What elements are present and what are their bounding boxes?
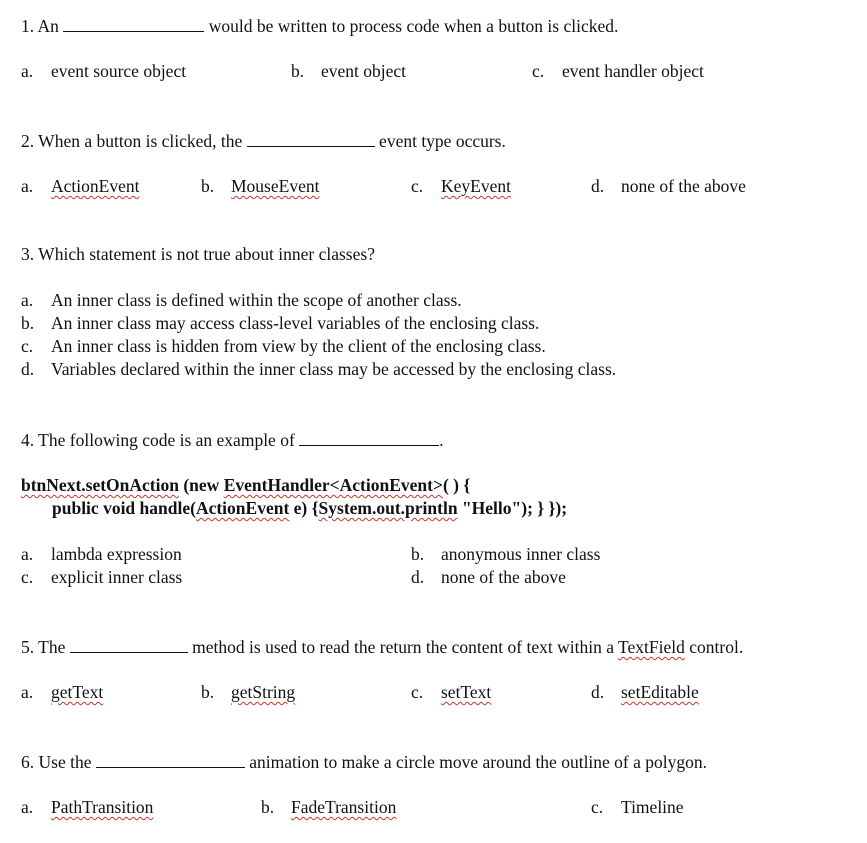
q5-option-c: c. setText xyxy=(411,682,492,702)
q1-option-b: b. event object xyxy=(291,61,407,81)
q6-option-c: c. Timeline xyxy=(591,797,684,817)
q3-option-d: d. Variables declared within the inner class may be accessed by the enclosing class. xyxy=(21,359,617,379)
q3-option-b: b. An inner class may access class-level variables of the enclosing class. xyxy=(21,313,540,333)
q5-stem xyxy=(21,636,743,657)
q6-suffix: animation to make a circle move around the outline of a polygon. xyxy=(249,752,708,772)
q2-suffix: event type occurs. xyxy=(379,131,506,151)
q2-option-b: b. MouseEvent xyxy=(201,176,320,196)
q4-option-b: b. anonymous inner class xyxy=(411,544,601,564)
q6-prefix: 6. Use the xyxy=(21,752,92,772)
q5-option-d: d. setEditable xyxy=(591,682,699,702)
q1-option-a: a. event source object xyxy=(21,61,187,81)
q2-blank xyxy=(247,130,375,147)
q1-prefix: 1. An xyxy=(21,16,59,36)
q6-stem xyxy=(21,751,707,772)
q1-blank xyxy=(63,15,204,32)
q4-option-d: d. none of the above xyxy=(411,567,566,587)
q5-option-b: b. getString xyxy=(201,682,296,702)
q3-option-c: c. An inner class is hidden from view by the client of the enclosing class. xyxy=(21,336,546,356)
q2-prefix: 2. When a button is clicked, the xyxy=(21,131,243,151)
q4-blank xyxy=(299,429,439,446)
q2-option-d: d. none of the above xyxy=(591,176,746,196)
q4-suffix: . xyxy=(439,430,444,450)
q6-option-b: b. FadeTransition xyxy=(261,797,397,817)
q4-option-c: c. explicit inner class xyxy=(21,567,183,587)
q3-stem: 3. Which statement is not true about inner classes? xyxy=(21,244,375,264)
q5-suffix: method is used to read the return the content of text within a TextField control. xyxy=(192,637,744,657)
q4-stem xyxy=(21,429,444,450)
q4-option-a: a. lambda expression xyxy=(21,544,182,564)
q5-option-a: a. getText xyxy=(21,682,104,702)
q1-option-c: c. event handler object xyxy=(532,61,704,81)
q1-stem xyxy=(21,15,618,36)
q5-blank xyxy=(70,636,188,653)
q1-suffix: would be written to process code when a button is clicked. xyxy=(208,16,619,36)
q6-option-a: a. PathTransition xyxy=(21,797,154,817)
q4-prefix: 4. The following code is an example of xyxy=(21,430,295,450)
q4-code-line-2: public void handle(ActionEvent e) {System.out.println "Hello"); } }); xyxy=(52,498,568,518)
q3-option-a: a. An inner class is defined within the scope of another class. xyxy=(21,290,462,310)
q6-blank xyxy=(96,751,245,768)
q4-code-line-1: btnNext.setOnAction (new EventHandler<ActionEvent>( ) { xyxy=(21,475,471,495)
q2-option-c: c. KeyEvent xyxy=(411,176,511,196)
q2-stem xyxy=(21,130,506,151)
q2-option-a: a. ActionEvent xyxy=(21,176,140,196)
q5-prefix: 5. The xyxy=(21,637,66,657)
